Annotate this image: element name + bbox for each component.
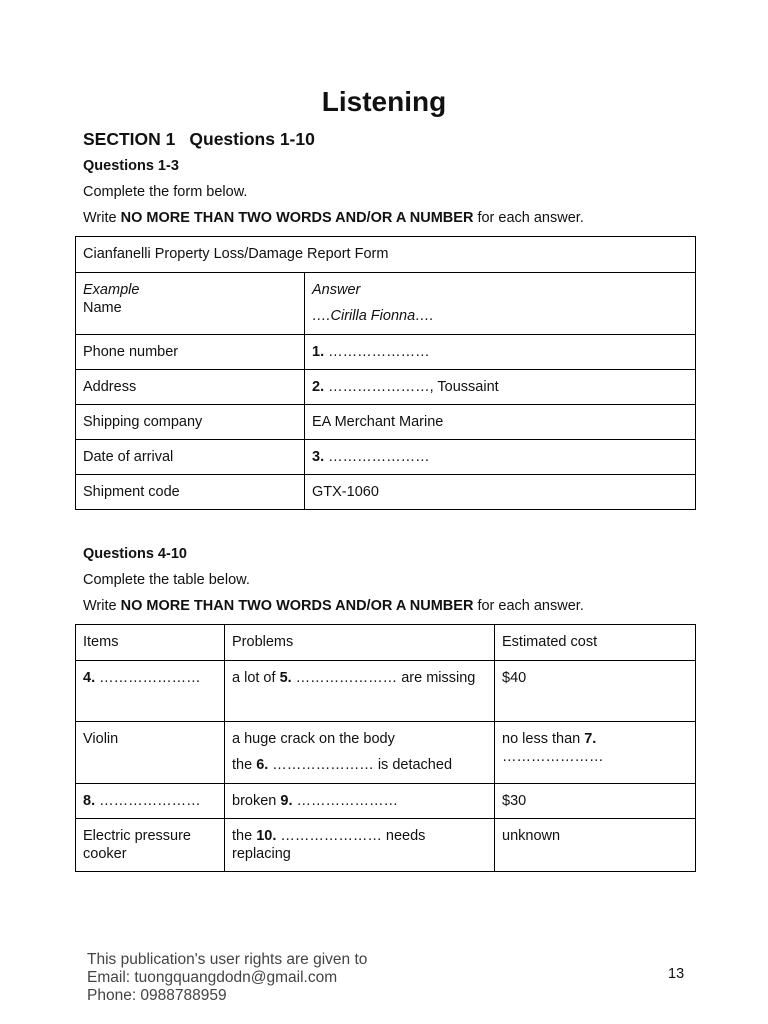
table-instruction: Complete the table below. bbox=[83, 572, 250, 588]
footer-line-phone: Phone: 0988788959 bbox=[87, 987, 227, 1004]
section-questions: Questions 1-10 bbox=[189, 129, 315, 149]
form-row-value bbox=[305, 440, 696, 475]
footer-rights bbox=[87, 951, 367, 1005]
header-cost: Estimated cost bbox=[495, 625, 696, 661]
cost-cell: $30 bbox=[495, 784, 696, 819]
cost-cell bbox=[495, 722, 696, 784]
cost-cell: $40 bbox=[495, 661, 696, 722]
form-row-label: Shipment code bbox=[76, 475, 305, 510]
write-post: for each answer. bbox=[473, 598, 584, 614]
form-row-label: Shipping company bbox=[76, 405, 305, 440]
item-cell bbox=[76, 784, 225, 819]
problem-text: ………………… needs replacing bbox=[232, 828, 426, 862]
word-limit-instruction bbox=[83, 210, 584, 226]
question-number: 5. bbox=[279, 670, 292, 686]
footer-line-rights: This publication's user rights are given to bbox=[87, 951, 368, 968]
answer-blank: ………………… bbox=[95, 793, 201, 809]
write-pre: Write bbox=[83, 210, 121, 226]
form-value: GTX-1060 bbox=[312, 484, 379, 500]
question-number: 3. bbox=[312, 449, 325, 465]
cost-cell: unknown bbox=[495, 819, 696, 872]
word-limit: NO MORE THAN TWO WORDS AND/OR A NUMBER bbox=[120, 598, 474, 614]
header-problems: Problems bbox=[225, 625, 495, 661]
question-number: 4. bbox=[83, 670, 96, 686]
questions-4-10-heading: Questions 4-10 bbox=[83, 546, 187, 562]
write-pre: Write bbox=[83, 598, 121, 614]
form-row-value bbox=[305, 405, 696, 440]
answer-value: ….Cirilla Fionna…. bbox=[312, 308, 434, 324]
question-number: 10. bbox=[256, 828, 277, 844]
form-instruction: Complete the form below. bbox=[83, 184, 248, 200]
problem-text: broken bbox=[232, 793, 281, 809]
answer-label: Answer bbox=[312, 282, 361, 298]
questions-1-3-heading: Questions 1-3 bbox=[83, 158, 179, 174]
example-cell bbox=[76, 273, 305, 335]
form-row-value bbox=[305, 370, 696, 405]
header-items: Items bbox=[76, 625, 225, 661]
section-heading bbox=[83, 129, 315, 150]
write-post: for each answer. bbox=[473, 210, 584, 226]
question-number: 7. bbox=[584, 731, 597, 747]
question-number: 6. bbox=[256, 757, 269, 773]
answer-blank: ………………… bbox=[502, 749, 604, 765]
question-number: 8. bbox=[83, 793, 96, 809]
answer-blank: ………………… bbox=[324, 344, 430, 360]
problem-cell bbox=[225, 661, 495, 722]
word-limit-instruction bbox=[83, 598, 584, 614]
answer-blank: …………………, Toussaint bbox=[324, 379, 499, 395]
item-cell bbox=[76, 661, 225, 722]
problem-cell bbox=[225, 722, 495, 784]
answer-cell bbox=[305, 273, 696, 335]
footer-line-email: Email: tuongquangdodn@gmail.com bbox=[87, 969, 338, 986]
page-title: Listening bbox=[321, 86, 447, 117]
page-number: 13 bbox=[668, 966, 685, 982]
problem-cell bbox=[225, 819, 495, 872]
example-field: Name bbox=[83, 300, 122, 316]
item-cell: Violin bbox=[76, 722, 225, 784]
problem-text: a lot of bbox=[232, 670, 280, 686]
problem-text: a huge crack on the body bbox=[232, 731, 395, 747]
question-number: 1. bbox=[312, 344, 325, 360]
form-row-value bbox=[305, 335, 696, 370]
form-row-label: Date of arrival bbox=[76, 440, 305, 475]
problem-text: ………………… are missing bbox=[291, 670, 476, 686]
problem-cell bbox=[225, 784, 495, 819]
answer-blank: ………………… bbox=[292, 793, 398, 809]
item-cell: Electric pressure cooker bbox=[76, 819, 225, 872]
question-number: 2. bbox=[312, 379, 325, 395]
example-label: Example bbox=[83, 282, 140, 298]
word-limit: NO MORE THAN TWO WORDS AND/OR A NUMBER bbox=[120, 210, 474, 226]
answer-blank: ………………… bbox=[95, 670, 201, 686]
problem-text: the bbox=[232, 757, 257, 773]
form-row-label: Address bbox=[76, 370, 305, 405]
cost-text: no less than bbox=[502, 731, 585, 747]
question-number: 9. bbox=[280, 793, 293, 809]
problem-line-2 bbox=[232, 756, 487, 774]
problem-text: ………………… is detached bbox=[268, 757, 453, 773]
items-table bbox=[75, 624, 696, 872]
answer-blank: ………………… bbox=[324, 449, 430, 465]
section-label: SECTION 1 bbox=[83, 129, 176, 149]
form-row-label: Phone number bbox=[76, 335, 305, 370]
form-row-value bbox=[305, 475, 696, 510]
form-value: EA Merchant Marine bbox=[312, 414, 444, 430]
report-form-table bbox=[75, 236, 696, 510]
form-title: Cianfanelli Property Loss/Damage Report Form bbox=[76, 237, 696, 273]
problem-text: the bbox=[232, 828, 257, 844]
